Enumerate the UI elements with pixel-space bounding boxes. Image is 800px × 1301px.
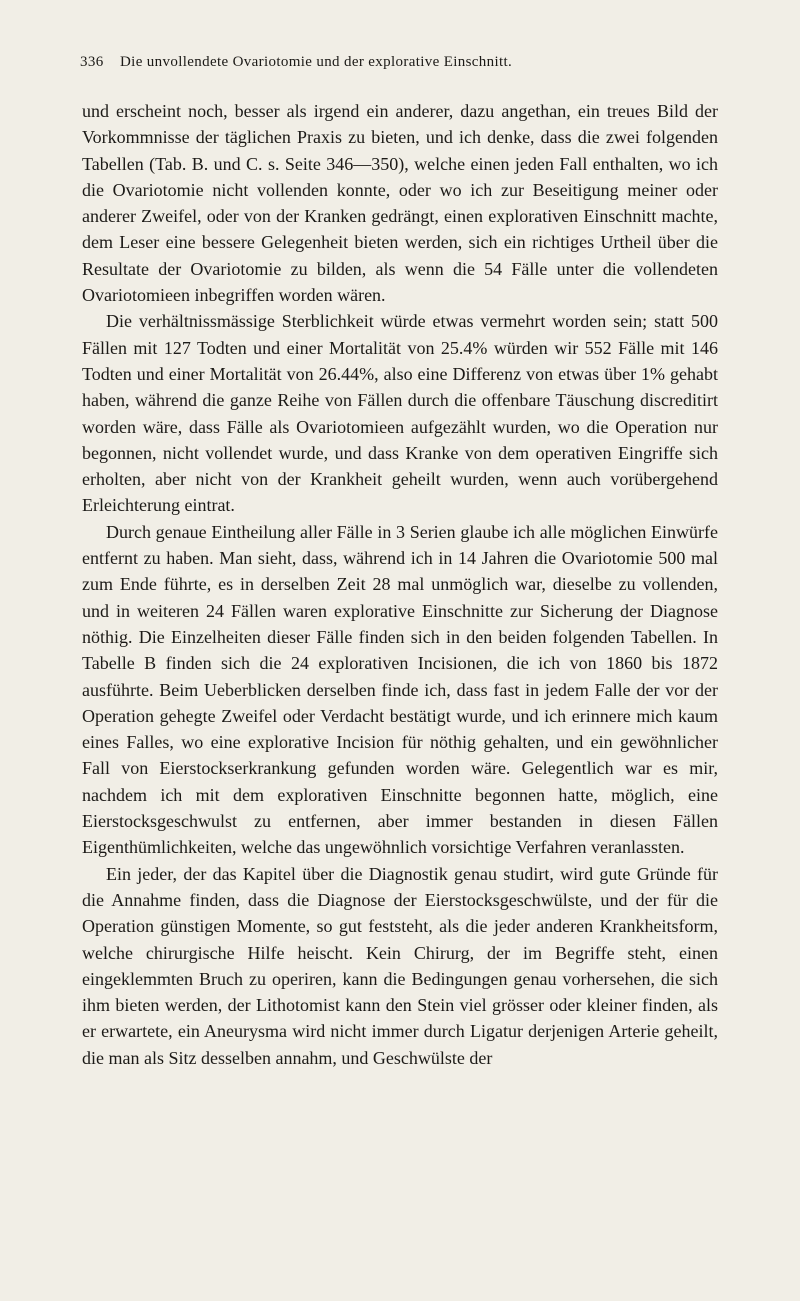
running-title: Die unvollendete Ovariotomie und der explorative Einschnitt. <box>120 54 513 70</box>
page-number: 336 <box>80 54 104 70</box>
body-text <box>82 98 718 1071</box>
running-header <box>80 54 720 71</box>
paragraph-1: und erscheint noch, besser als irgend ein anderer, dazu angethan, ein treues Bild der Vorkommnisse der täglichen Praxis zu bieten, und ich denke, dass die zwei folgenden Tabellen (Tab. B. und C. s. Seite 346—350), welche einen jeden Fall enthalten, wo ich die Ovariotomie nicht vollenden konnte, oder wo ich zur Beseitigung meiner oder anderer Zweifel, oder von der Kranken gedrängt, einen explorativen Einschnitt machte, dem Leser eine bessere Gelegenheit bieten werden, sich ein richtiges Urtheil über die Resultate der Ovariotomie zu bilden, als wenn die 54 Fälle unter die vollendeten Ovariotomieen inbegriffen worden wären. <box>82 101 718 306</box>
paragraph-2: Die verhältnissmässige Sterblichkeit würde etwas vermehrt worden sein; statt 500 Fällen mit 127 Todten und einer Mortalität von 25.4% würden wir 552 Fälle mit 146 Todten und einer Mortalität von 26.44%, also eine Differenz von etwas über 1% gehabt haben, während die ganze Reihe von Fällen durch die offenbare Täuschung discreditirt worden wäre, dass Fälle als Ovariotomieen aufgezählt wurden, wo die Operation nur begonnen, nicht vollendet wurde, und dass Kranke von dem operativen Eingriffe sich erholten, aber nicht von der Krankheit geheilt wurden, wenn auch vorübergehend Erleichterung eintrat. <box>82 311 718 516</box>
paragraph-3: Durch genaue Eintheilung aller Fälle in 3 Serien glaube ich alle möglichen Einwürfe entfernt zu haben. Man sieht, dass, während ich in 14 Jahren die Ovariotomie 500 mal zum Ende führte, es in derselben Zeit 28 mal unmöglich war, dieselbe zu vollenden, und in weiteren 24 Fällen waren explorative Einschnitte zur Sicherung der Diagnose nöthig. Die Einzelheiten dieser Fälle finden sich in den beiden folgenden Tabellen. In Tabelle B finden sich die 24 explorativen Incisionen, die ich von 1860 bis 1872 ausführte. Beim Ueberblicken derselben finde ich, dass fast in jedem Falle der vor der Operation gehegte Zweifel oder Verdacht bestätigt wurde, und ich erinnere mich kaum eines Falles, wo eine explorative Incision für nöthig gehalten, und ein gewöhnlicher Fall von Eierstockserkrankung gefunden worden wäre. Gelegentlich war es mir, nachdem ich mit dem explorativen Einschnitte begonnen hatte, möglich, eine Eierstocksgeschwulst zu entfernen, aber immer bestanden in diesen Fällen Eigenthümlichkeiten, welche das ungewöhnlich vorsichtige Verfahren veranlassten. <box>82 521 718 858</box>
paragraph-4: Ein jeder, der das Kapitel über die Diagnostik genau studirt, wird gute Gründe für die Annahme finden, dass die Diagnose der Eierstocksgeschwülste, und der für die Operation günstigen Momente, so gut feststeht, als die jeder anderen Krankheitsform, welche chirurgische Hilfe heischt. Kein Chirurg, der im Begriffe steht, einen eingeklemmten Bruch zu operiren, kann die Bedingungen genau vorhersehen, die sich ihm bieten werden, der Lithotomist kann den Stein viel grösser oder kleiner finden, als er erwartete, ein Aneurysma wird nicht immer durch Ligatur derjenigen Arterie geheilt, die man als Sitz desselben annahm, und Geschwülste der <box>82 863 718 1068</box>
